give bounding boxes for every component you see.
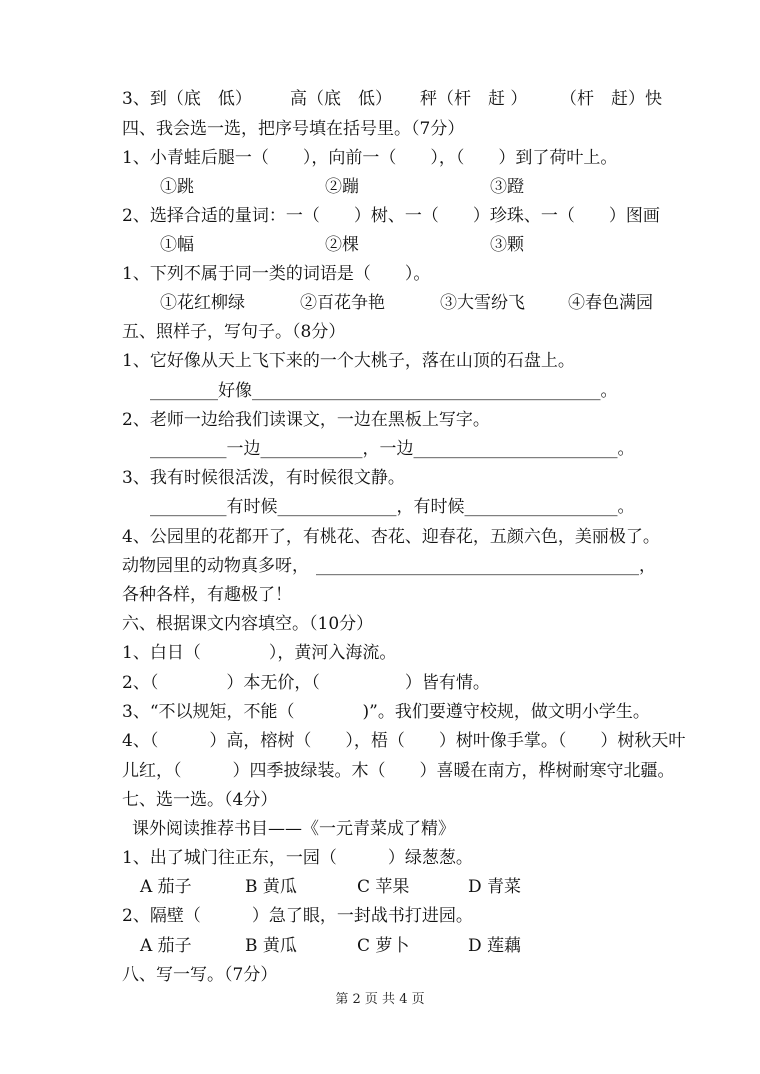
text-segment: ①幅 — [160, 235, 194, 255]
text-segment: D 青菜 — [468, 877, 522, 897]
text-segment: 1、它好像从天上飞下来的一个大桃子，落在山顶的石盘上。 — [122, 351, 575, 371]
text-segment: A 茄子 — [140, 877, 192, 897]
text-segment: ③蹬 — [490, 177, 524, 197]
text-segment: 4、公园里的花都开了，有桃花、杏花、迎春花，五颜六色，美丽极了。 — [122, 527, 660, 547]
text-segment: 五、照样子，写句子。（8分） — [122, 322, 346, 342]
text-segment: _________有时候______________，有时候__________________。 — [150, 497, 635, 517]
text-segment: ②百花争艳 — [300, 293, 385, 313]
text-segment: 1、小青蛙后腿一（ ），向前一（ ），（ ）到了荷叶上。 — [122, 148, 618, 168]
text-segment: A 茄子 — [140, 936, 192, 956]
text-segment: 动物园里的动物真多呀， — [122, 556, 309, 576]
text-segment: ③大雪纷飞 — [440, 293, 525, 313]
text-segment: 3、到（底 低） — [122, 89, 252, 109]
text-segment: ③颗 — [490, 235, 524, 255]
text-segment: ②蹦 — [325, 177, 359, 197]
text-segment: 3、我有时候很活泼，有时候很文静。 — [122, 468, 405, 488]
text-segment: 六、根据课文内容填空。（10分） — [122, 614, 374, 634]
text-segment: ②棵 — [325, 235, 359, 255]
text-segment: 秤（杆 赶 ） — [420, 89, 528, 109]
text-segment: 课外阅读推荐书目——《一元青菜成了精》 — [132, 819, 455, 839]
text-segment: 2、选择合适的量词：一（ ）树、一（ ）珍珠、一（ ）图画 — [122, 206, 660, 226]
text-segment: 各种各样，有趣极了！ — [122, 585, 292, 605]
text-segment: ④春色满园 — [568, 293, 653, 313]
text-segment: 八、写一写。（7分） — [122, 965, 278, 985]
text-segment: 3、“不以规矩，不能（ )”。我们要遵守校规，做文明小学生。 — [122, 702, 650, 722]
text-segment: 高（底 低） — [290, 89, 392, 109]
text-segment: 七、选一选。（4分） — [122, 790, 278, 810]
page-footer: 第 2 页 共 4 页 — [335, 992, 425, 1007]
text-segment: 2、隔壁（ ）急了眼，一封战书打进园。 — [122, 906, 473, 926]
text-segment: （杆 赶）快 — [560, 89, 662, 109]
text-segment: D 莲藕 — [468, 936, 522, 956]
text-segment: _________一边____________，一边________________________。 — [150, 439, 635, 459]
text-segment: ①花红柳绿 — [160, 293, 245, 313]
text-segment: ________好像_________________________________________。 — [150, 381, 618, 401]
text-segment: 2、老师一边给我们读课文，一边在黑板上写字。 — [122, 410, 490, 430]
text-segment: 1、下列不属于同一类的词语是（ ）。 — [122, 264, 431, 284]
text-segment: 儿红，（ ）四季披绿装。木（ ）喜暖在南方，桦树耐寒守北疆。 — [122, 761, 675, 781]
text-segment: C 萝卜 — [357, 936, 410, 956]
text-segment: 1、白日（ ），黄河入海流。 — [122, 643, 397, 663]
text-segment: 1、出了城门往正东，一园（ ）绿葱葱。 — [122, 848, 473, 868]
text-segment: 四、我会选一选，把序号填在括号里。（7分） — [122, 119, 465, 139]
text-segment: 2、（ ）本无价，（ ）皆有情。 — [122, 673, 490, 693]
text-segment: ①跳 — [160, 177, 194, 197]
text-segment: B 黄瓜 — [245, 877, 297, 897]
text-segment: C 苹果 — [357, 877, 410, 897]
text-segment: 4、（ ）高，榕树（ ），梧（ ）树叶像手掌。（ ）树秋天叶 — [122, 731, 686, 751]
text-segment: ______________________________________， — [316, 556, 656, 576]
text-segment: B 黄瓜 — [245, 936, 297, 956]
